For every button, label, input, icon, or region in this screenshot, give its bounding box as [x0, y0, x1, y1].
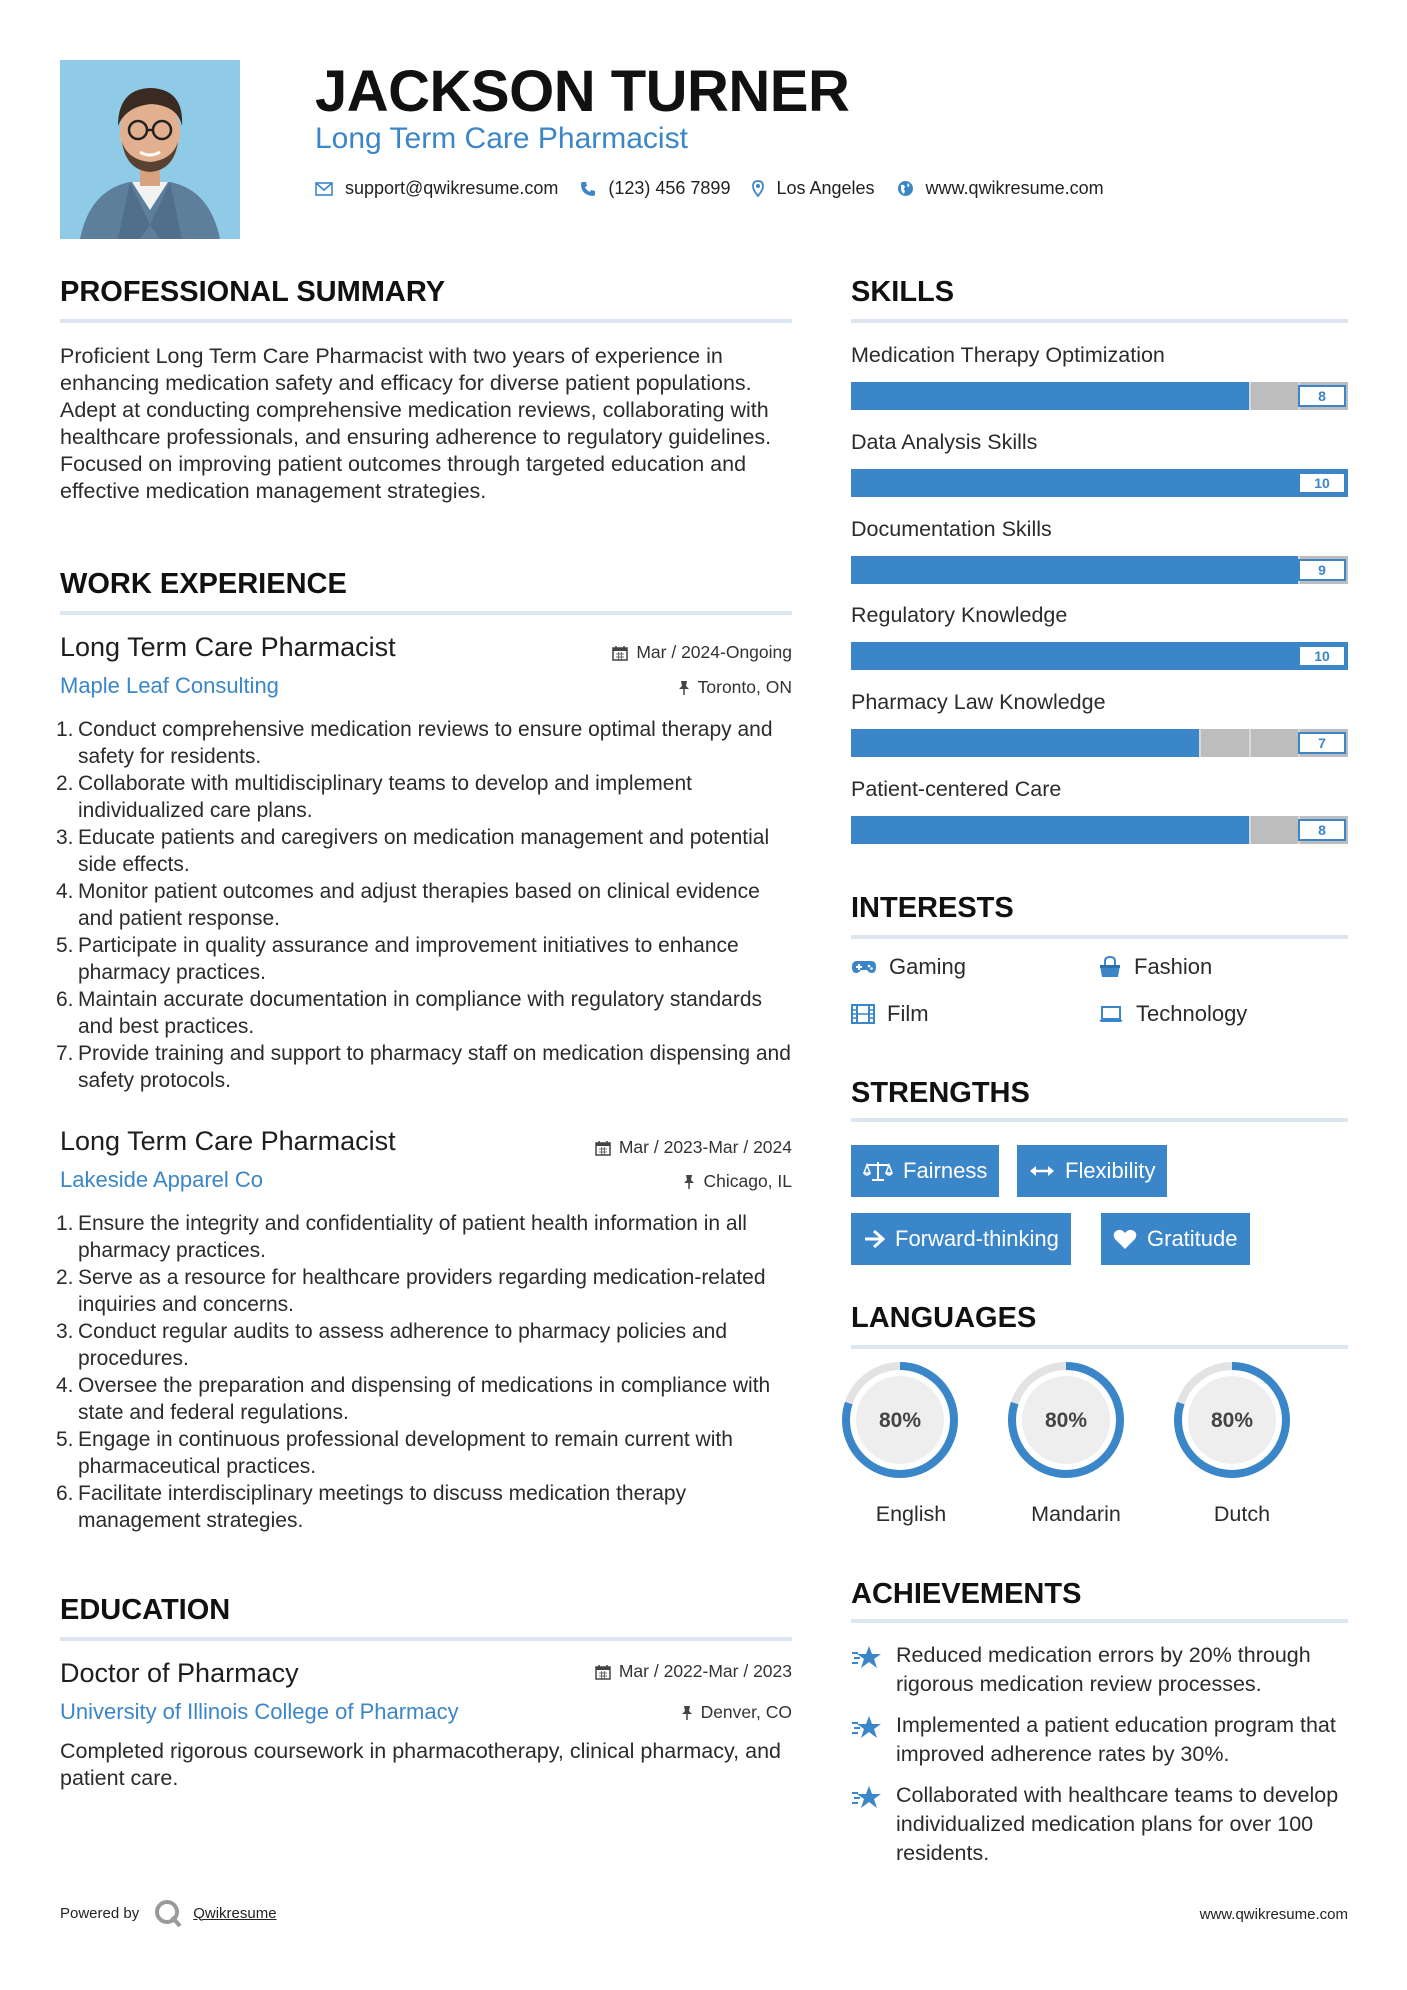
list-item: 5. Participate in quality assurance and improvement initiatives to enhance pharmacy practices.: [56, 934, 739, 984]
achievement-item: [851, 1781, 1351, 1868]
list-item: 6. Maintain accurate documentation in compliance with regulatory standards and best practices.: [56, 988, 763, 1038]
strength-label: Gratitude: [1147, 1226, 1238, 1251]
skill-bar: [851, 382, 1348, 410]
heart-icon: [1113, 1228, 1137, 1250]
qwikresume-logo-icon: [153, 1898, 183, 1928]
languages-heading: LANGUAGES: [851, 1302, 1037, 1334]
job-company: Lakeside Apparel Co: [60, 1167, 264, 1192]
interests-heading: INTERESTS: [851, 892, 1014, 924]
interest-item: [1098, 1001, 1247, 1027]
skill-label: Documentation Skills: [851, 517, 1052, 541]
education-location-text: Denver, CO: [700, 1702, 792, 1722]
interest-item: [1098, 954, 1212, 980]
job-dates-text: Mar / 2024-Ongoing: [636, 642, 792, 662]
summary-heading: PROFESSIONAL SUMMARY: [60, 276, 446, 308]
skill-bar-fill: [851, 729, 1199, 757]
job-dates: [595, 1137, 792, 1158]
job-dates: [612, 642, 792, 663]
gamepad-icon: [851, 959, 877, 975]
language-rings: [840, 1360, 1320, 1500]
calendar-icon: [595, 1664, 611, 1680]
list-item: 1. Ensure the integrity and confidentiality of patient health information in all pharmacy practices.: [56, 1212, 747, 1262]
job-location-text: Toronto, ON: [697, 677, 792, 697]
candidate-role: Long Term Care Pharmacist: [315, 122, 688, 155]
skill-bar-segment: [1249, 729, 1251, 757]
interest-item: [851, 954, 966, 980]
list-item: 3. Educate patients and caregivers on medication management and potential side effects.: [56, 826, 770, 876]
education-dates-text: Mar / 2022-Mar / 2023: [618, 1661, 792, 1681]
film-icon: [851, 1004, 875, 1024]
strength-label: Forward-thinking: [895, 1226, 1059, 1251]
map-pin-icon: [752, 180, 764, 197]
laptop-icon: [1098, 1005, 1124, 1023]
email-text: support@qwikresume.com: [345, 178, 559, 198]
skill-bar: [851, 556, 1348, 584]
qwikresume-link[interactable]: Qwikresume: [193, 1904, 277, 1922]
interest-label: Fashion: [1134, 954, 1213, 979]
education-location: [681, 1702, 792, 1723]
job-title: Long Term Care Pharmacist: [60, 1126, 396, 1156]
strength-badge: [851, 1213, 1071, 1265]
pushpin-icon: [683, 1174, 695, 1190]
job-location: [683, 1171, 792, 1192]
candidate-name: JACKSON TURNER: [315, 59, 850, 124]
contact-location: [752, 178, 874, 199]
job-location: [678, 677, 792, 698]
skill-bar-segment: [1249, 816, 1251, 844]
strength-label: Fairness: [903, 1158, 988, 1183]
language-name: Dutch: [1213, 1502, 1271, 1526]
languages-divider: [851, 1345, 1348, 1349]
language-percent-label: 80%: [1044, 1409, 1088, 1432]
envelope-icon: [315, 182, 333, 196]
list-item: 5. Engage in continuous professional development to remain current with pharmaceutical practices.: [56, 1428, 733, 1478]
interest-item: [851, 1001, 929, 1027]
experience-heading: WORK EXPERIENCE: [60, 568, 347, 600]
school-name: University of Illinois College of Pharmacy: [60, 1699, 459, 1724]
calendar-icon: [595, 1140, 611, 1156]
star-award-icon: [851, 1711, 896, 1769]
globe-icon: [897, 180, 914, 197]
list-item: 7. Provide training and support to pharmacy staff on medication dispensing and safety protocols.: [56, 1042, 791, 1092]
strength-badge: [851, 1145, 999, 1197]
interest-label: Technology: [1136, 1001, 1248, 1026]
list-item: 3. Conduct regular audits to assess adherence to pharmacy policies and procedures.: [56, 1320, 728, 1370]
list-item: 4. Monitor patient outcomes and adjust therapies based on clinical evidence and patient response.: [56, 880, 760, 930]
strengths-divider: [851, 1118, 1348, 1122]
job-location-text: Chicago, IL: [703, 1171, 792, 1191]
language-percent-label: 80%: [1210, 1409, 1254, 1432]
contact-phone[interactable]: [580, 178, 730, 199]
interest-label: Film: [887, 1001, 929, 1026]
strength-badge: [1017, 1145, 1167, 1197]
star-award-icon: [851, 1781, 896, 1868]
list-item: 1. Conduct comprehensive medication reviews to ensure optimal therapy and safety for residents.: [56, 718, 773, 768]
experience-divider: [60, 611, 792, 615]
list-item: 2. Serve as a resource for healthcare providers regarding medication-related inquiries and concerns.: [56, 1266, 766, 1316]
strength-badge: [1101, 1213, 1250, 1265]
list-item: 6. Facilitate interdisciplinary meetings to discuss medication therapy management strategies.: [56, 1482, 687, 1532]
summary-text: Proficient Long Term Care Pharmacist with two years of experience in enhancing medication safety and efficacy for diverse patient populations. Adept at conducting comprehensive medication reviews, collaborating with healthcare professionals, and ensuring adherence to regulatory guidelines. Focused on improving patient outcomes through targeted education and effective medication management strategies.: [60, 344, 772, 503]
achievements-heading: ACHIEVEMENTS: [851, 1578, 1082, 1610]
interests-divider: [851, 935, 1348, 939]
language-name: English: [875, 1502, 947, 1526]
pushpin-icon: [678, 680, 690, 696]
pushpin-icon: [681, 1705, 693, 1721]
skill-bar-segment: [1199, 729, 1201, 757]
arrows-horizontal-icon: [1029, 1164, 1055, 1178]
shopping-bag-icon: [1098, 956, 1122, 978]
list-item: 2. Collaborate with multidisciplinary teams to develop and implement individualized care plans.: [56, 772, 692, 822]
job-responsibilities: [56, 716, 792, 1094]
skill-bar: [851, 729, 1348, 757]
skill-score-badge: 8: [1298, 819, 1346, 841]
phone-icon: [580, 181, 596, 197]
education-divider: [60, 1637, 792, 1641]
achievement-item: [851, 1711, 1351, 1769]
skill-score-badge: 10: [1298, 645, 1346, 667]
skill-bar-fill: [851, 556, 1298, 584]
education-dates: [595, 1661, 792, 1682]
footer-website[interactable]: www.qwikresume.com: [1199, 1906, 1348, 1923]
website-text: www.qwikresume.com: [925, 178, 1104, 198]
skill-bar-fill: [851, 642, 1348, 670]
summary-divider: [60, 319, 792, 323]
degree-title: Doctor of Pharmacy: [60, 1658, 299, 1688]
strengths-heading: STRENGTHS: [851, 1077, 1030, 1109]
education-heading: EDUCATION: [60, 1594, 231, 1626]
interest-label: Gaming: [889, 954, 967, 979]
language-percent-label: 80%: [878, 1409, 922, 1432]
balance-scale-icon: [863, 1160, 893, 1182]
achievements-divider: [851, 1619, 1348, 1623]
achievement-item: [851, 1641, 1351, 1699]
skill-bar: [851, 642, 1348, 670]
job-title: Long Term Care Pharmacist: [60, 632, 396, 662]
achievement-text: Collaborated with healthcare teams to develop individualized medication plans for over 100 residents.: [896, 1783, 1339, 1865]
job-responsibilities: [56, 1210, 792, 1534]
skill-label: Patient-centered Care: [851, 777, 1062, 801]
skill-score-badge: 8: [1298, 385, 1346, 407]
contact-email[interactable]: [315, 178, 558, 199]
achievement-text: Implemented a patient education program that improved adherence rates by 30%.: [896, 1713, 1336, 1766]
location-text: Los Angeles: [776, 178, 875, 198]
skill-bar: [851, 816, 1348, 844]
skill-label: Data Analysis Skills: [851, 430, 1038, 454]
skill-score-badge: 9: [1298, 559, 1346, 581]
skill-label: Medication Therapy Optimization: [851, 343, 1165, 367]
skill-bar-fill: [851, 382, 1249, 410]
skill-bar-fill: [851, 816, 1249, 844]
skill-label: Regulatory Knowledge: [851, 603, 1068, 627]
calendar-icon: [612, 645, 628, 661]
achievement-text: Reduced medication errors by 20% through rigorous medication review processes.: [896, 1643, 1311, 1696]
profile-photo: [60, 60, 240, 239]
skills-divider: [851, 319, 1348, 323]
phone-text: (123) 456 7899: [608, 178, 731, 198]
footer-powered-by: [60, 1898, 277, 1928]
skill-score-badge: 7: [1298, 732, 1346, 754]
skill-score-badge: 10: [1298, 472, 1346, 494]
list-item: 4. Oversee the preparation and dispensing of medications in compliance with state and federal regulations.: [56, 1374, 771, 1424]
job-dates-text: Mar / 2023-Mar / 2024: [618, 1137, 792, 1157]
contact-bar: [315, 178, 1126, 199]
education-description: Completed rigorous coursework in pharmacotherapy, clinical pharmacy, and patient care.: [60, 1739, 781, 1790]
skills-heading: SKILLS: [851, 276, 955, 308]
skill-bar: [851, 469, 1348, 497]
arrow-right-icon: [863, 1229, 885, 1249]
skill-bar-fill: [851, 469, 1348, 497]
powered-by-text: Powered by: [60, 1904, 140, 1922]
star-award-icon: [851, 1641, 896, 1699]
strength-label: Flexibility: [1065, 1158, 1156, 1183]
language-name: Mandarin: [1031, 1502, 1121, 1526]
skill-label: Pharmacy Law Knowledge: [851, 690, 1106, 714]
skill-bar-segment: [1249, 382, 1251, 410]
contact-website[interactable]: [897, 178, 1104, 199]
job-company: Maple Leaf Consulting: [60, 673, 279, 698]
